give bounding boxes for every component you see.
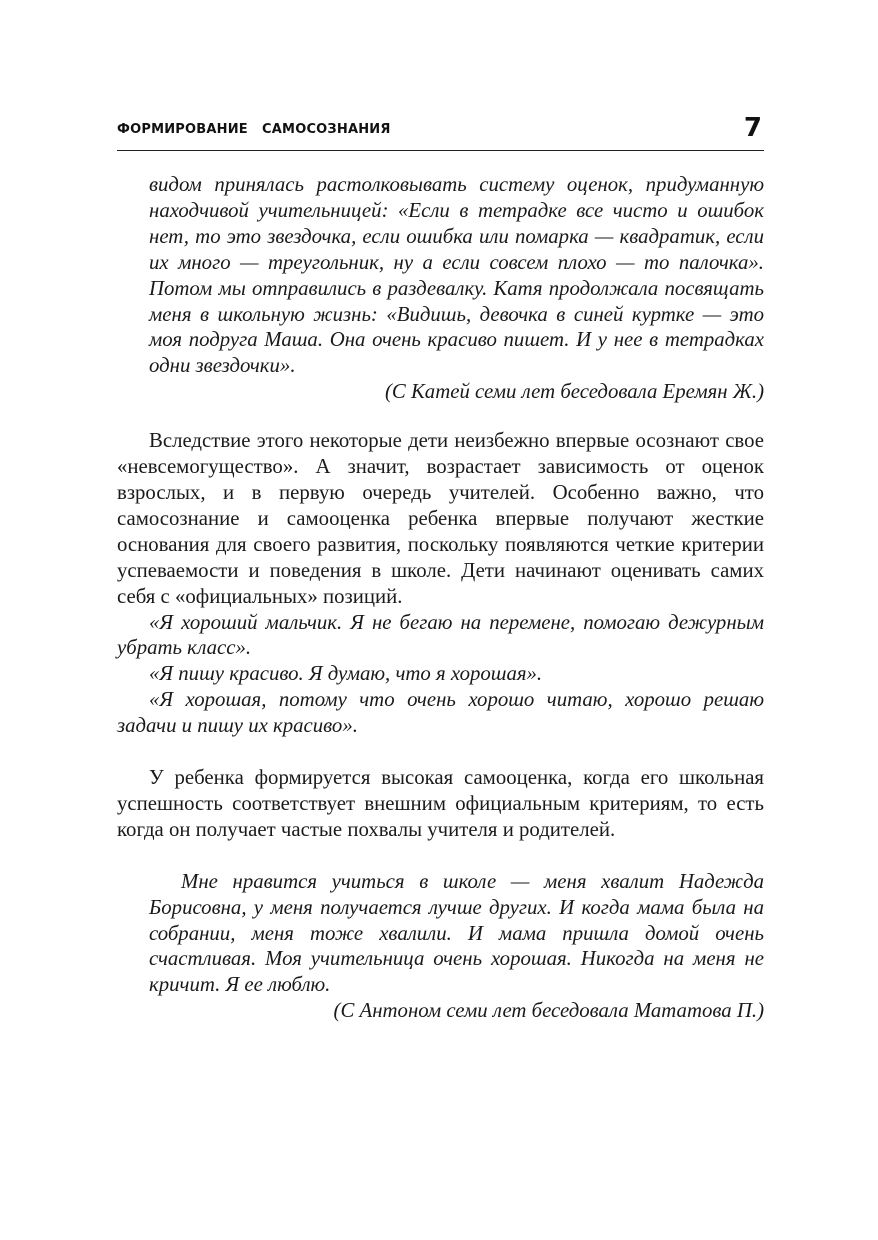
child-statement: «Я пишу красиво. Я думаю, что я хорошая». <box>149 662 543 686</box>
page-body <box>117 172 764 1024</box>
child-statement: «Я хороший мальчик. Я не бегаю на перемене, помогаю дежурным убрать класс». <box>117 610 764 660</box>
children-statements <box>117 610 764 740</box>
quote-text: видом принялась растолковывать систему оценок, придуманную находчивой учительницей: «Если в тетрадке все чисто и ошибок нет, то это звездочка, если ошибка или помарка — квадратик, если их много — треугольник, ну а если совсем плохо — то палочка». Потом мы отправились в раздевалку. Катя продолжала посвящать меня в школьную жизнь: «Видишь, девочка в синей куртке — это моя подруга Маша. Она очень красиво пишет. И у нее в тетрадках одни звездочки». <box>149 173 764 378</box>
child-statement: «Я хорошая, потому что очень хорошо читаю, хорошо решаю задачи и пишу их красиво». <box>117 688 764 738</box>
quote-text: Мне нравится учиться в школе — меня хвалит Надежда Борисовна, у меня получается лучше других. И когда мама была на собрании, меня тоже хвалили. И мама пришла домой очень счастливая. Моя учительница очень хорошая. Никогда на меня не кричит. Я ее люблю. <box>149 869 764 997</box>
quote-attribution: (С Антоном семи лет беседовала Мататова П.) <box>333 999 764 1023</box>
running-title: ФОРМИРОВАНИЕ САМОСОЗНАНИЯ <box>117 122 391 137</box>
quote-attribution: (С Катей семи лет беседовала Еремян Ж.) <box>384 380 764 404</box>
page-number: 7 <box>743 113 762 143</box>
body-paragraph: Вследствие этого некоторые дети неизбежно впервые осознают свое «невсемогущество». А значит, возрастает зависимость от оценок взрослых, и в первую очередь учителей. Особенно важно, что самосознание и самооценка ребенка впервые получают жесткие основания для своего развития, поскольку появляются четкие критерии успеваемости и поведения в школе. Дети начинают оценивать самих себя с «официальных» позиций. <box>117 429 764 608</box>
interview-quote-1 <box>117 172 764 405</box>
page-header <box>117 113 764 151</box>
body-paragraph: У ребенка формируется высокая самооценка, когда его школьная успешность соответствует внешним официальным критериям, то есть когда он получает частые похвалы учителя и родителей. <box>117 766 764 841</box>
interview-quote-2 <box>117 869 764 1024</box>
